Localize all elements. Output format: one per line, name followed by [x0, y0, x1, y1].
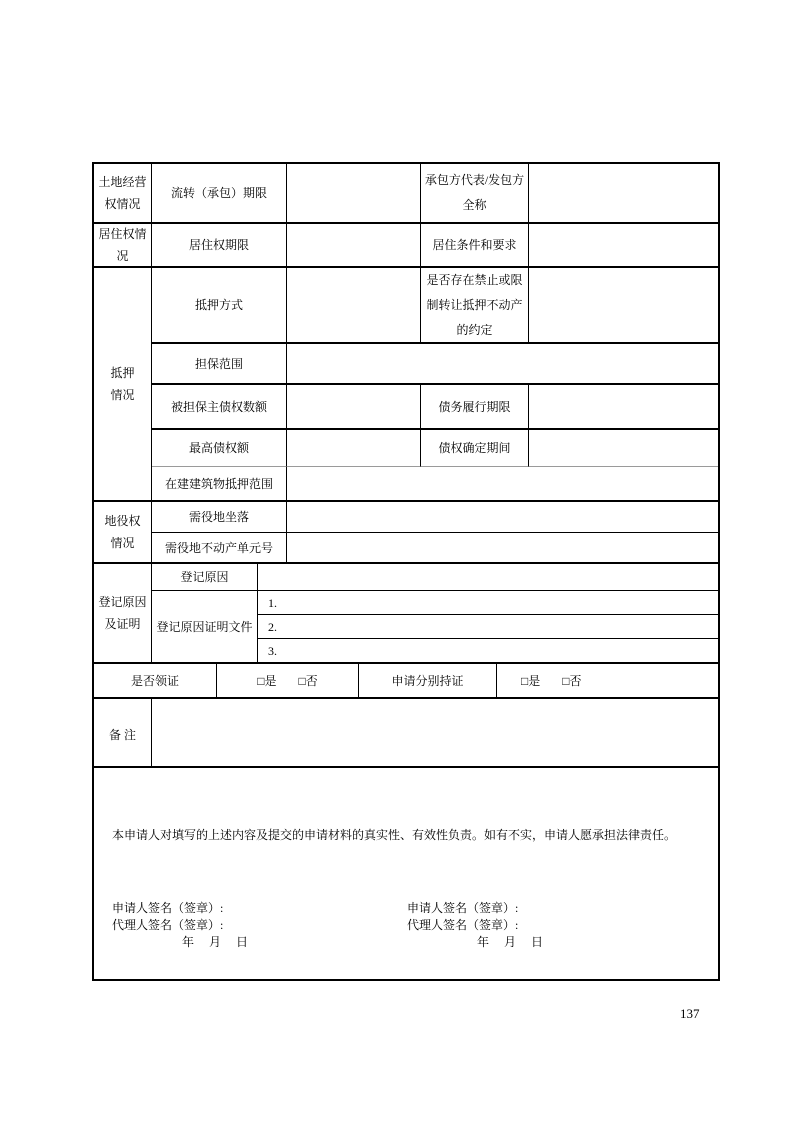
label-debt-performance-term: 债务履行期限 [421, 385, 529, 430]
label-construction-mortgage-scope: 在建建筑物抵押范围 [152, 467, 287, 500]
checkbox-separate-no[interactable]: □否 [562, 673, 582, 688]
label-separate-certificates: 申请分别持证 [359, 664, 497, 697]
label-transfer-restriction: 是否存在禁止或限 制转让抵押不动产 的约定 [421, 268, 529, 344]
value-debt-performance-term [529, 385, 718, 430]
signature-date-left: 年 月 日 [182, 935, 249, 949]
signature-date-right: 年 月 日 [477, 935, 544, 949]
value-max-claim-amount [287, 430, 421, 467]
group-label-easement: 地役权 情况 [94, 502, 152, 562]
group-label-mortgage: 抵押 情况 [94, 268, 152, 500]
value-registration-reason [258, 564, 718, 591]
section-registration-reason [94, 562, 718, 662]
group-label-registration-reason: 登记原因 及证明 [94, 564, 152, 662]
agent-signature-label-right: 代理人签名（签章）: [407, 918, 519, 932]
group-label-residence-right: 居住权情 况 [94, 224, 152, 266]
section-remarks [94, 697, 718, 770]
proof-document-item-2: 2. [258, 615, 718, 639]
section-residence-right [94, 222, 718, 266]
label-secured-principal-amount: 被担保主债权数额 [152, 385, 287, 430]
value-residence-conditions [529, 224, 718, 266]
value-contractor-representative [529, 164, 718, 222]
applicant-signature-label-right: 申请人签名（签章）: [407, 901, 519, 915]
group-label-land-management: 土地经营 权情况 [94, 164, 152, 222]
collect-certificate-options [217, 664, 359, 697]
value-dominant-land-unit-number [287, 533, 718, 562]
value-residence-term [287, 224, 421, 266]
signature-block-right [407, 900, 543, 951]
registration-form-table [92, 162, 720, 772]
label-transfer-contract-term: 流转（承包）期限 [152, 164, 287, 222]
label-max-claim-amount: 最高债权额 [152, 430, 287, 467]
value-secured-principal-amount [287, 385, 421, 430]
label-guarantee-scope: 担保范围 [152, 344, 287, 385]
page-number: 137 [680, 1006, 700, 1021]
label-dominant-land-unit-number: 需役地不动产单元号 [152, 533, 287, 562]
signature-block-left [112, 900, 248, 951]
checkbox-collect-yes[interactable]: □是 [257, 673, 277, 688]
label-dominant-land-location: 需役地坐落 [152, 502, 287, 533]
proof-document-item-3: 3. [268, 643, 277, 658]
label-registration-reason: 登记原因 [152, 564, 258, 591]
label-contractor-representative: 承包方代表/发包方 全称 [421, 164, 529, 222]
value-remarks [152, 699, 718, 770]
declaration-box [92, 766, 720, 981]
section-easement [94, 500, 718, 562]
value-guarantee-scope [287, 344, 718, 385]
value-construction-mortgage-scope [287, 467, 718, 500]
checkbox-separate-yes[interactable]: □是 [521, 673, 541, 688]
checkbox-collect-no[interactable]: □否 [298, 673, 318, 688]
label-claim-determination-period: 债权确定期间 [421, 430, 529, 467]
declaration-text: 本申请人对填写的上述内容及提交的申请材料的真实性、有效性负责。如有不实，申请人愿承担法律责任。 [112, 828, 677, 842]
applicant-signature-label-left: 申请人签名（签章）: [112, 901, 224, 915]
label-remarks: 备 注 [94, 699, 152, 770]
label-reason-proof-documents: 登记原因证明文件 [152, 591, 258, 662]
section-mortgage [94, 266, 718, 500]
label-residence-conditions: 居住条件和要求 [421, 224, 529, 266]
section-land-management-right [94, 164, 718, 222]
label-mortgage-method: 抵押方式 [152, 268, 287, 344]
value-claim-determination-period [529, 430, 718, 467]
proof-document-item-1: 1. [258, 591, 718, 615]
label-residence-term: 居住权期限 [152, 224, 287, 266]
value-transfer-restriction [529, 268, 718, 344]
value-transfer-contract-term [287, 164, 421, 222]
agent-signature-label-left: 代理人签名（签章）: [112, 918, 224, 932]
section-certificate-options [94, 662, 718, 697]
label-collect-certificate: 是否领证 [94, 664, 217, 697]
separate-certificates-options [497, 664, 718, 697]
value-mortgage-method [287, 268, 421, 344]
value-dominant-land-location [287, 502, 718, 533]
